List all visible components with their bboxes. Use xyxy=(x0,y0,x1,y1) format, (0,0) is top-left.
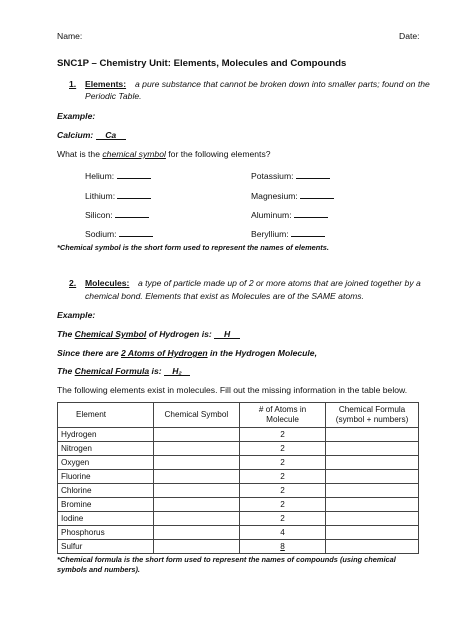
aluminum-answer-field[interactable] xyxy=(294,208,328,218)
atoms-cell: 2 xyxy=(240,428,326,442)
table-row xyxy=(58,456,419,470)
table-row xyxy=(58,484,419,498)
helium-answer-field[interactable] xyxy=(117,169,151,179)
table-row xyxy=(58,442,419,456)
page-title: SNC1P – Chemistry Unit: Elements, Molecules and Compounds xyxy=(57,58,347,69)
formula-cell[interactable] xyxy=(326,428,419,442)
atoms-cell: 2 xyxy=(240,470,326,484)
symbol-cell[interactable] xyxy=(153,442,239,456)
element-helium: Helium: xyxy=(85,169,151,181)
calcium-symbol: Ca xyxy=(96,130,126,140)
table-row xyxy=(58,540,419,554)
hydrogen-formula-line: The Chemical Formula is: H₂ xyxy=(57,366,190,376)
row-element: Sulfur xyxy=(58,540,154,554)
header-chemical-symbol: Chemical Symbol xyxy=(153,403,239,428)
hydrogen-symbol-value: H xyxy=(214,329,240,339)
name-label: Name: xyxy=(57,31,83,41)
row-element: Chlorine xyxy=(58,484,154,498)
table-instruction: The following elements exist in molecules. Fill out the missing information in the table below. xyxy=(57,385,408,395)
silicon-answer-field[interactable] xyxy=(115,208,149,218)
molecule-table xyxy=(57,402,419,554)
atoms-cell: 8 xyxy=(240,540,326,554)
table-row xyxy=(58,512,419,526)
chemical-formula-term: Chemical Formula xyxy=(74,366,150,376)
row-element: Hydrogen xyxy=(58,428,154,442)
header-atoms: # of Atoms in Molecule xyxy=(240,403,326,428)
formula-cell[interactable] xyxy=(326,540,419,554)
section2-definition-line2: chemical bond. Elements that exist as Molecules are of the SAME atoms. xyxy=(85,291,364,301)
element-lithium: Lithium: xyxy=(85,189,151,201)
section1-definition-line1: a pure substance that cannot be broken down into smaller parts; found on the xyxy=(135,79,430,89)
section2-number: 2. xyxy=(69,278,77,288)
symbol-cell[interactable] xyxy=(153,456,239,470)
formula-cell[interactable] xyxy=(326,498,419,512)
atoms-cell: 2 xyxy=(240,456,326,470)
row-element: Nitrogen xyxy=(58,442,154,456)
section2-example-label: Example: xyxy=(57,310,96,320)
formula-cell[interactable] xyxy=(326,526,419,540)
symbol-cell[interactable] xyxy=(153,526,239,540)
table-row xyxy=(58,428,419,442)
element-magnesium: Magnesium: xyxy=(251,189,334,201)
section1-example-label: Example: xyxy=(57,111,96,121)
section2-term: Molecules: xyxy=(85,278,130,288)
two-atoms-term: 2 Atoms of Hydrogen xyxy=(121,348,208,358)
section1-note: *Chemical symbol is the short form used to represent the names of elements. xyxy=(57,243,329,252)
lithium-answer-field[interactable] xyxy=(117,189,151,199)
symbol-cell[interactable] xyxy=(153,512,239,526)
atoms-cell: 4 xyxy=(240,526,326,540)
symbol-cell[interactable] xyxy=(153,540,239,554)
chemical-symbol-term-2: Chemical Symbol xyxy=(74,329,147,339)
calcium-example xyxy=(57,130,126,140)
row-element: Bromine xyxy=(58,498,154,512)
section1-definition-line2: Periodic Table. xyxy=(85,91,142,101)
row-element: Oxygen xyxy=(58,456,154,470)
row-element: Iodine xyxy=(58,512,154,526)
magnesium-answer-field[interactable] xyxy=(300,189,334,199)
calcium-label: Calcium: xyxy=(57,130,94,140)
section1-number: 1. xyxy=(69,79,77,89)
element-beryllium: Beryllium: xyxy=(251,227,325,239)
symbol-cell[interactable] xyxy=(153,470,239,484)
sodium-answer-field[interactable] xyxy=(119,227,153,237)
formula-cell[interactable] xyxy=(326,470,419,484)
table-row xyxy=(58,470,419,484)
formula-cell[interactable] xyxy=(326,484,419,498)
hydrogen-formula-value: H₂ xyxy=(164,366,190,376)
beryllium-answer-field[interactable] xyxy=(291,227,325,237)
atoms-cell: 2 xyxy=(240,512,326,526)
atoms-cell: 2 xyxy=(240,442,326,456)
symbol-cell[interactable] xyxy=(153,428,239,442)
formula-cell[interactable] xyxy=(326,442,419,456)
element-potassium: Potassium: xyxy=(251,169,330,181)
row-element: Fluorine xyxy=(58,470,154,484)
row-element: Phosphorus xyxy=(58,526,154,540)
since-line: Since there are 2 Atoms of Hydrogen in the Hydrogen Molecule, xyxy=(57,348,317,358)
symbol-cell[interactable] xyxy=(153,498,239,512)
section1-term: Elements: xyxy=(85,79,127,89)
header-element: Element xyxy=(58,403,154,428)
header-chemical-formula: Chemical Formula (symbol + numbers) xyxy=(326,403,419,428)
table-row xyxy=(58,526,419,540)
symbol-cell[interactable] xyxy=(153,484,239,498)
section2-definition-line1: a type of particle made up of 2 or more atoms that are joined together by a xyxy=(138,278,421,288)
formula-cell[interactable] xyxy=(326,456,419,470)
section2-note: *Chemical formula is the short form used to represent the names of compounds (using chemical symbols and numbers). xyxy=(57,555,396,574)
atoms-cell: 2 xyxy=(240,498,326,512)
table-row xyxy=(58,498,419,512)
element-sodium: Sodium: xyxy=(85,227,153,239)
formula-cell[interactable] xyxy=(326,512,419,526)
chemical-symbol-term: chemical symbol xyxy=(102,149,166,159)
element-aluminum: Aluminum: xyxy=(251,208,328,220)
table-header-row xyxy=(58,403,419,428)
hydrogen-symbol-line: The Chemical Symbol of Hydrogen is: H xyxy=(57,329,240,339)
date-label: Date: xyxy=(399,31,420,41)
atoms-cell: 2 xyxy=(240,484,326,498)
element-silicon: Silicon: xyxy=(85,208,149,220)
symbol-question: What is the chemical symbol for the following elements? xyxy=(57,149,271,159)
potassium-answer-field[interactable] xyxy=(296,169,330,179)
